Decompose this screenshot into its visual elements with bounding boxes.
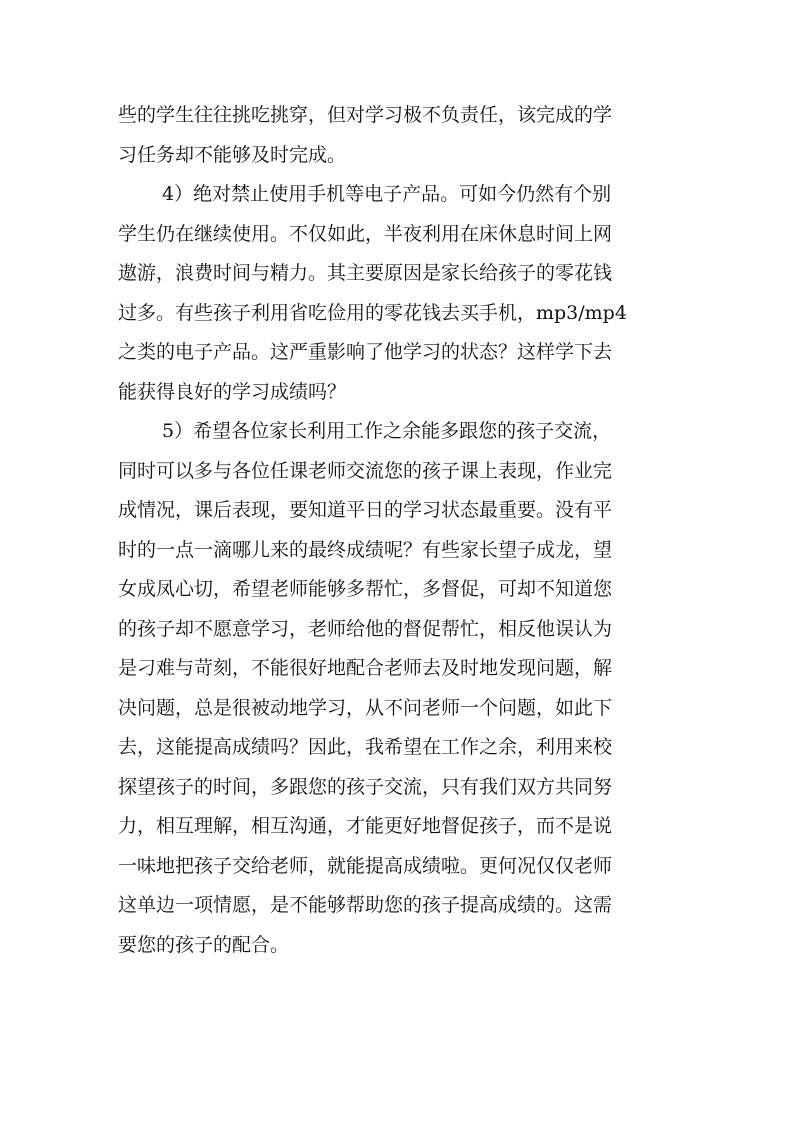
text-line: 遨游，浪费时间与精力。其主要原因是家长给孩子的零花钱 <box>118 262 613 284</box>
text-line: 这单边一项情愿，是不能够帮助您的孩子提高成绩的。这需 <box>118 894 613 916</box>
text-line: 要您的孩子的配合。 <box>118 933 290 956</box>
text-line: 女成凤心切，希望老师能够多帮忙，多督促，可却不知道您 <box>118 578 613 600</box>
text-line: 是刁难与苛刻，不能很好地配合老师去及时地发现问题，解 <box>118 657 613 679</box>
text-line: 成情况，课后表现，要知道平日的学习状态最重要。没有平 <box>118 499 613 521</box>
text-line: 的孩子却不愿意学习，老师给他的督促帮忙，相反他误认为 <box>118 617 613 640</box>
text-line: 同时可以多与各位任课老师交流您的孩子课上表现，作业完 <box>118 459 613 482</box>
text-line: 去，这能提高成绩吗？因此，我希望在工作之余，利用来校 <box>118 736 613 758</box>
body-text <box>118 96 678 965</box>
paragraph-5-first-line: 5）希望各位家长利用工作之余能多跟您的孩子交流， <box>162 420 612 442</box>
text-line: 过多。有些孩子利用省吃俭用的零花钱去买手机，mp3/mp4 <box>118 301 627 324</box>
text-line: 决问题，总是很被动地学习，从不问老师一个问题，如此下 <box>118 696 613 719</box>
text-line: 之类的电子产品。这严重影响了他学习的状态？这样学下去 <box>118 341 613 363</box>
text-line: 习任务却不能够及时完成。 <box>118 143 347 166</box>
text-line: 些的学生往往挑吃挑穿，但对学习极不负责任，该完成的学 <box>118 104 613 126</box>
text-line: 探望孩子的时间，多跟您的孩子交流，只有我们双方共同努 <box>118 775 613 798</box>
text-line: 能获得良好的学习成绩吗？ <box>118 380 347 403</box>
text-line: 时的一点一滴哪儿来的最终成绩呢？有些家长望子成龙，望 <box>118 538 613 561</box>
paragraph-4-first-line: 4）绝对禁止使用手机等电子产品。可如今仍然有个别 <box>162 183 612 205</box>
text-line: 力，相互理解，相互沟通，才能更好地督促孩子，而不是说 <box>118 815 613 837</box>
text-line: 一味地把孩子交给老师，就能提高成绩啦。更何况仅仅老师 <box>118 854 613 877</box>
text-line: 学生仍在继续使用。不仅如此，半夜利用在床休息时间上网 <box>118 222 613 245</box>
